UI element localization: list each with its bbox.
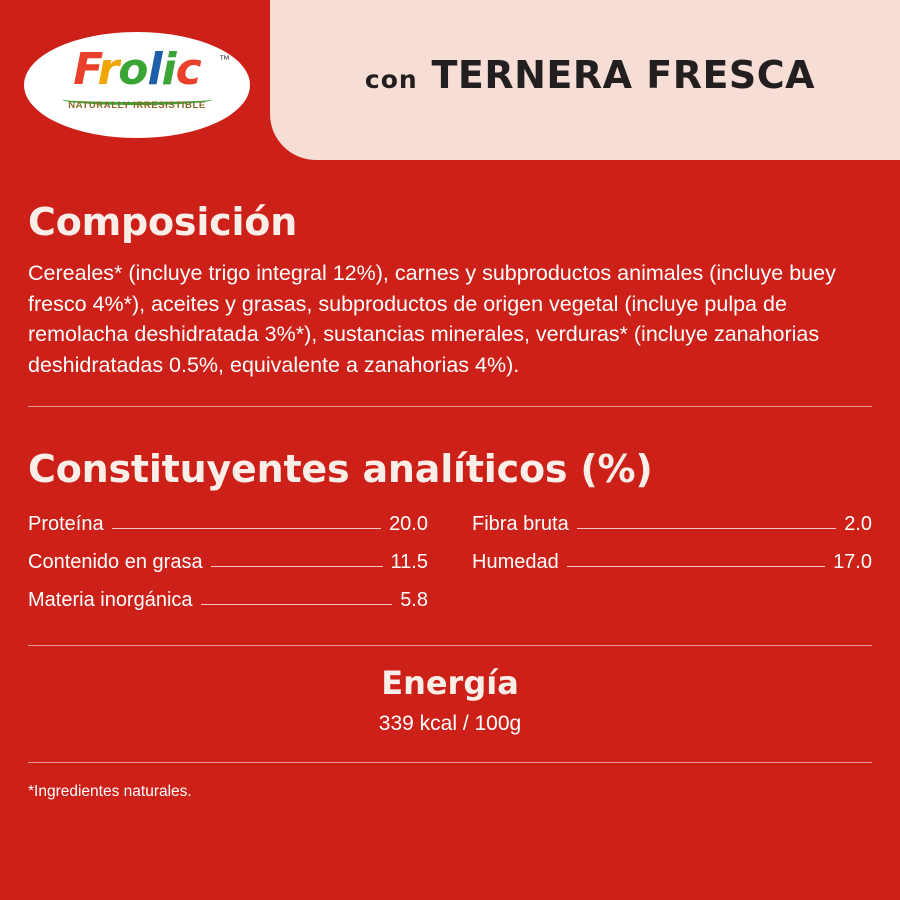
logo-letter-5: i bbox=[161, 44, 176, 95]
header-title-prefix: con bbox=[364, 65, 418, 94]
brand-logo bbox=[28, 36, 246, 134]
table-row bbox=[28, 581, 428, 619]
table-row bbox=[472, 543, 872, 581]
energy-value: 339 kcal / 100g bbox=[378, 712, 522, 736]
logo-letter-6: c bbox=[175, 44, 201, 95]
energy-title: Energía bbox=[381, 664, 519, 703]
nutrient-value: 2.0 bbox=[844, 513, 872, 536]
trademark-symbol: ™ bbox=[219, 54, 230, 66]
table-row bbox=[28, 543, 428, 581]
leader-line bbox=[577, 528, 836, 529]
divider-3 bbox=[28, 762, 872, 763]
header-title bbox=[300, 53, 880, 97]
leader-line bbox=[211, 566, 383, 567]
logo-letter-3: o bbox=[118, 44, 148, 95]
table-row bbox=[28, 505, 428, 543]
nutrient-value: 20.0 bbox=[389, 513, 428, 536]
brand-logo-wordmark bbox=[28, 44, 246, 95]
analytical-title: Constituyentes analíticos (%) bbox=[28, 447, 653, 492]
logo-letter-1: F bbox=[73, 44, 98, 95]
nutrient-label: Contenido en grasa bbox=[28, 551, 203, 574]
leader-line bbox=[112, 528, 381, 529]
divider-1 bbox=[28, 406, 872, 407]
energy-section bbox=[28, 664, 872, 736]
label-content bbox=[0, 160, 900, 801]
analytical-column-right bbox=[472, 505, 872, 619]
analytical-table bbox=[28, 505, 872, 619]
nutrient-value: 5.8 bbox=[400, 589, 428, 612]
divider-2 bbox=[28, 645, 872, 646]
nutrient-value: 17.0 bbox=[833, 551, 872, 574]
nutrient-value: 11.5 bbox=[390, 551, 428, 574]
header bbox=[0, 0, 900, 160]
nutrient-label: Fibra bruta bbox=[472, 513, 569, 536]
header-title-main: TERNERA FRESCA bbox=[431, 53, 816, 97]
composition-title: Composición bbox=[28, 200, 298, 244]
logo-letter-4: l bbox=[147, 44, 162, 95]
table-row bbox=[472, 505, 872, 543]
analytical-column-left bbox=[28, 505, 428, 619]
nutrient-label: Materia inorgánica bbox=[28, 589, 193, 612]
composition-text: Cereales* (incluye trigo integral 12%), carnes y subproductos animales (incluye buey fresco 4%*), aceites y grasas, subproductos de origen vegetal (incluye pulpa de remolacha deshidratada 3%*), sustancias minerales, verduras* (incluye zanahorias deshidratadas 0.5%, equivalente a zanahorias 4%). bbox=[28, 261, 836, 377]
footnote: *Ingredientes naturales. bbox=[28, 783, 192, 801]
nutrient-label: Proteína bbox=[28, 513, 104, 536]
leader-line bbox=[201, 604, 393, 605]
logo-tagline: NATURALLY IRRESISTIBLE bbox=[68, 100, 206, 111]
nutrient-label: Humedad bbox=[472, 551, 559, 574]
leader-line bbox=[567, 566, 825, 567]
logo-letter-2: r bbox=[97, 44, 119, 95]
